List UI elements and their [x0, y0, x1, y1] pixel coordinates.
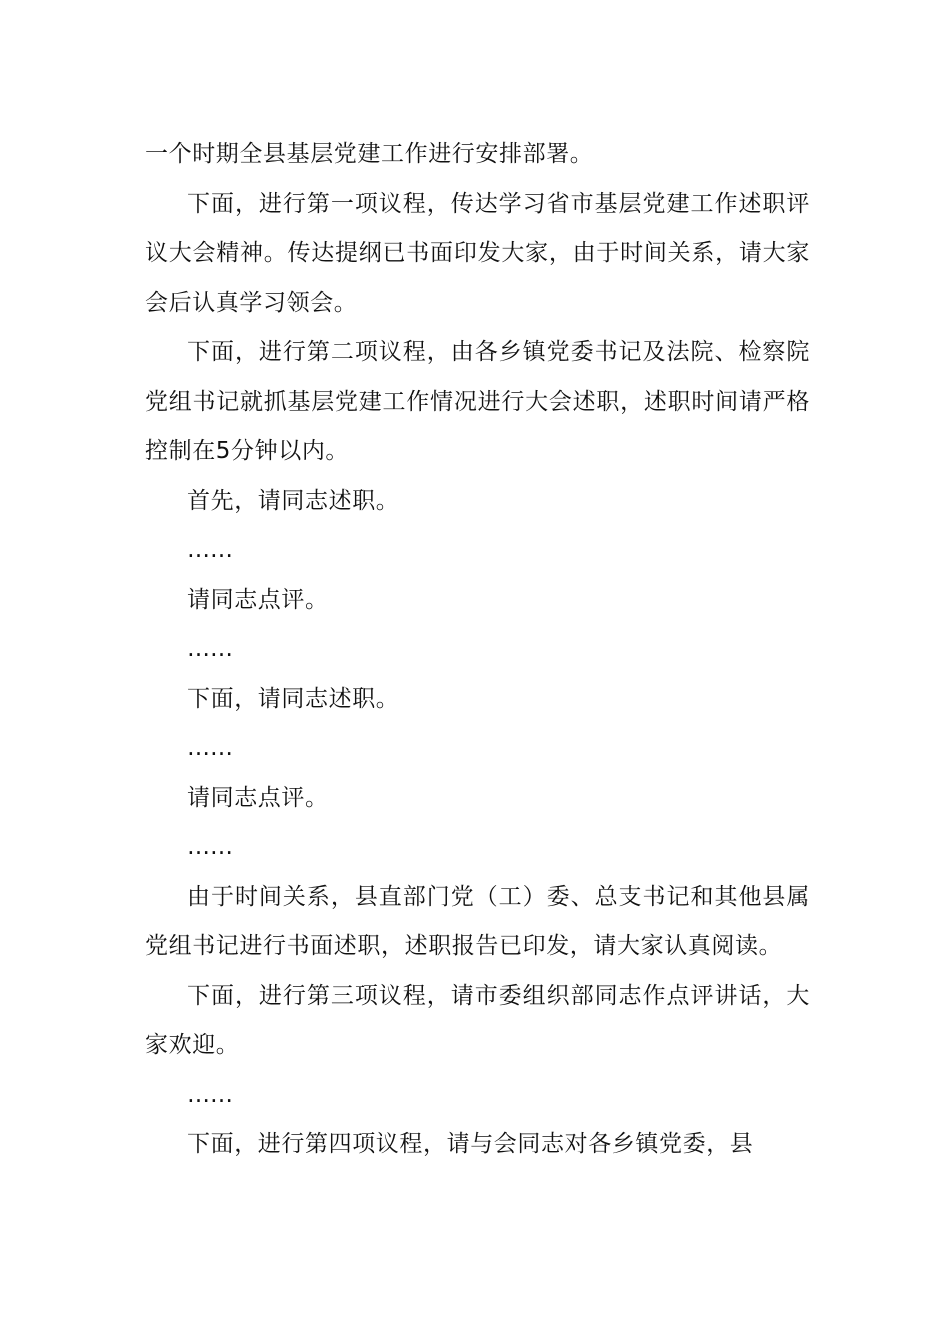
paragraph-agenda-item-4: 下面，进行第四项议程，请与会同志对各乡镇党委，县	[187, 1131, 754, 1157]
paragraph-agenda-item-3: 下面，进行第三项议程，请市委组织部同志作点评讲话，大家欢迎。	[145, 982, 810, 1058]
paragraph-comment: 请同志点评。	[187, 784, 329, 811]
ellipsis-line: ……	[187, 834, 233, 860]
paragraph-comment: 请同志点评。	[187, 586, 329, 613]
ellipsis-line: ……	[187, 537, 233, 563]
paragraph-agenda-item-2: 下面，进行第二项议程，由各乡镇党委书记及法院、检察院党组书记就抓基层党建工作情况进行大会述职，述职时间请严格控制在5分钟以内。	[145, 339, 810, 464]
ellipsis-line: ……	[187, 636, 233, 662]
paragraph-continuation: 一个时期全县基层党建工作进行安排部署。	[145, 141, 594, 167]
document-body	[145, 130, 810, 1170]
paragraph-next-report: 下面，请同志述职。	[187, 685, 400, 712]
paragraph-agenda-item-1: 下面，进行第一项议程，传达学习省市基层党建工作述职评议大会精神。传达提纲已书面印发大家，由于时间关系，请大家会后认真学习领会。	[145, 190, 810, 316]
ellipsis-line: ……	[187, 1081, 233, 1108]
ellipsis-line: ……	[187, 735, 233, 761]
paragraph-written-reports: 由于时间关系，县直部门党（工）委、总支书记和其他县属党组书记进行书面述职，述职报告已印发，请大家认真阅读。	[145, 883, 810, 959]
paragraph-first-report: 首先，请同志述职。	[187, 487, 400, 514]
